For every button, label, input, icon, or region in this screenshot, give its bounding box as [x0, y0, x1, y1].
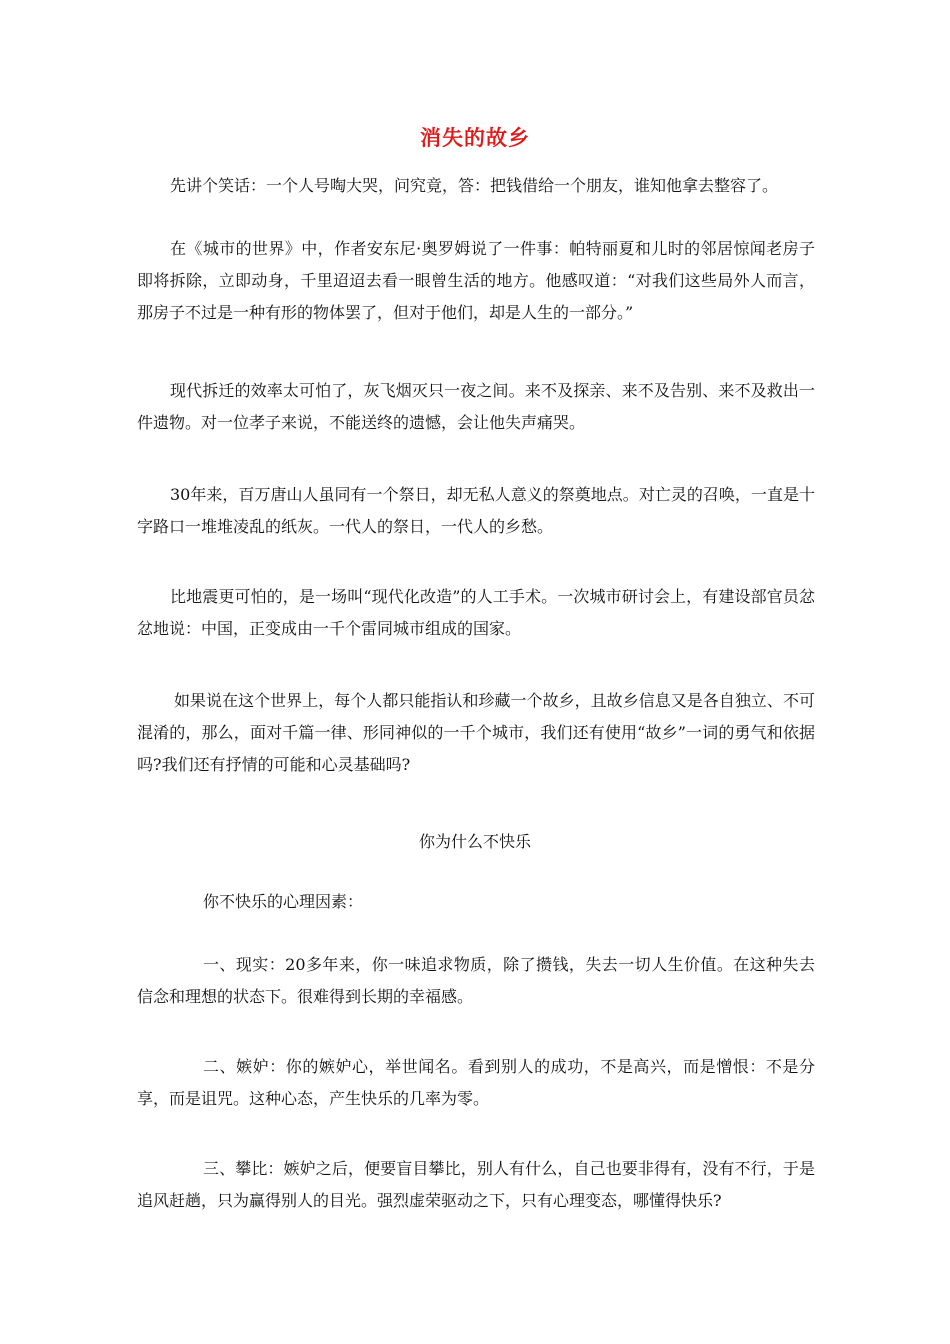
- list-item-jealousy: 二、嫉妒：你的嫉妒心，举世闻名。看到别人的成功，不是高兴，而是憎恨：不是分享，而是诅咒。这种心态，产生快乐的几率为零。: [137, 1057, 815, 1108]
- paragraph-city-world: 在《城市的世界》中，作者安东尼·奥罗姆说了一件事：帕特丽夏和儿时的邻居惊闻老房子即将拆除，立即动身，千里迢迢去看一眼曾生活的地方。他感叹道：“对我们这些局外人而言，那房子不过是一种有形的物体罢了，但对于他们，却是人生的一部分。”: [137, 239, 815, 322]
- section-title: 你为什么不快乐: [418, 832, 531, 851]
- paragraph-demolition: 现代拆迁的效率太可怕了，灰飞烟灭只一夜之间。来不及探亲、来不及告别、来不及救出一件遗物。对一位孝子来说，不能送终的遗憾，会让他失声痛哭。: [137, 381, 815, 432]
- list-item-comparison: 三、攀比：嫉妒之后，便要盲目攀比，别人有什么，自己也要非得有，没有不行，于是追风赶趟，只为赢得别人的目光。强烈虚荣驱动之下，只有心理变态，哪懂得快乐?: [137, 1159, 815, 1210]
- article-title: 消失的故乡: [420, 126, 530, 150]
- paragraph-tangshan: 30年来，百万唐山人虽同有一个祭日，却无私人意义的祭奠地点。对亡灵的召唤，一直是十字路口一堆堆凌乱的纸灰。一代人的祭日，一代人的乡愁。: [137, 485, 815, 536]
- paragraph-hometown: 如果说在这个世界上，每个人都只能指认和珍藏一个故乡，且故乡信息又是各自独立、不可混淆的，那么，面对千篇一律、形同神似的一千个城市，我们还有使用“故乡”一词的勇气和依据吗?我们还有抒情的可能和心灵基础吗?: [137, 691, 815, 774]
- paragraph-joke: 先讲个笑话：一个人号啕大哭，问究竟，答：把钱借给一个朋友，谁知他拿去整容了。: [170, 176, 779, 195]
- list-item-reality: 一、现实：20多年来，你一味追求物质，除了攒钱，失去一切人生价值。在这种失去信念和理想的状态下。很难得到长期的幸福感。: [137, 955, 815, 1006]
- paragraph-modernization: 比地震更可怕的，是一场叫“现代化改造”的人工手术。一次城市研讨会上，有建设部官员忿忿地说：中国，正变成由一千个雷同城市组成的国家。: [137, 587, 815, 638]
- section-intro: 你不快乐的心理因素：: [203, 892, 364, 911]
